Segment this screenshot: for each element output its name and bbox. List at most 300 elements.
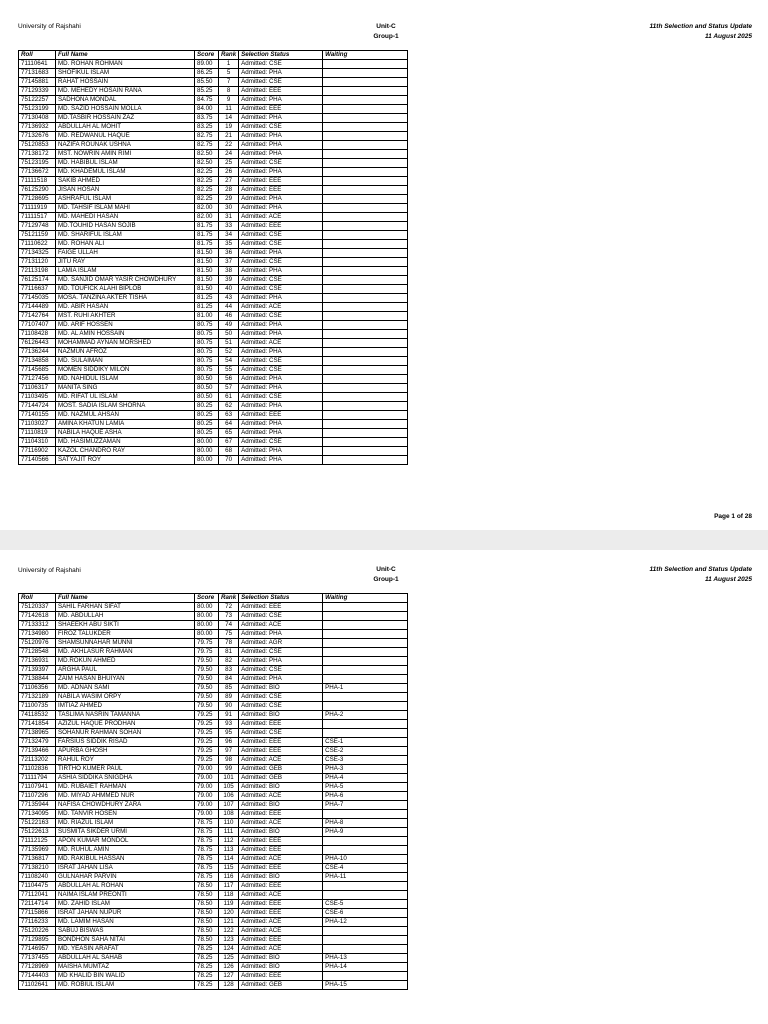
column-header-roll: Roll [19,51,56,60]
name-cell: TASLIMA NASRIN TAMANNA [56,711,195,720]
score-cell: 78.75 [195,873,219,882]
rank-cell: 46 [219,312,239,321]
waiting-cell [323,132,408,141]
table-row [19,684,408,693]
name-cell: RAHAT HOSSAIN [56,78,195,87]
rank-cell: 121 [219,918,239,927]
status-cell: Admitted: GEB [239,765,323,774]
table-row [19,429,408,438]
roll-cell: 72113198 [19,267,56,276]
table-row [19,132,408,141]
table-row [19,177,408,186]
table-row [19,810,408,819]
score-cell: 82.25 [195,168,219,177]
rank-cell: 73 [219,612,239,621]
score-cell: 79.50 [195,657,219,666]
status-cell: Admitted: PHA [239,402,323,411]
roll-cell: 71100735 [19,702,56,711]
score-cell: 79.00 [195,810,219,819]
rank-cell: 116 [219,873,239,882]
rank-cell: 97 [219,747,239,756]
name-cell: FAIGE ULLAH [56,249,195,258]
status-cell: Admitted: PHA [239,150,323,159]
rank-cell: 96 [219,738,239,747]
status-cell: Admitted: PHA [239,168,323,177]
waiting-cell [323,837,408,846]
document-page-2 [0,550,768,1024]
name-cell: NAFISA CHOWDHURY ZARA [56,801,195,810]
roll-cell: 75123199 [19,105,56,114]
waiting-cell [323,666,408,675]
name-cell: ISRAT JAHAN NUPUR [56,909,195,918]
waiting-cell [323,693,408,702]
status-cell: Admitted: BIO [239,801,323,810]
score-cell: 80.50 [195,375,219,384]
score-cell: 80.50 [195,384,219,393]
table-row [19,231,408,240]
status-cell: Admitted: PHA [239,267,323,276]
waiting-cell [323,231,408,240]
name-cell: ASHIA SIDDIKA SNIGDHA [56,774,195,783]
table-row [19,105,408,114]
column-header-waiting: Waiting [323,51,408,60]
waiting-cell: PHA-4 [323,774,408,783]
rank-cell: 82 [219,657,239,666]
rank-cell: 120 [219,909,239,918]
group-label: Group-1 [373,576,399,583]
rank-cell: 70 [219,456,239,465]
waiting-cell [323,276,408,285]
waiting-cell [323,648,408,657]
roll-cell: 72114714 [19,900,56,909]
table-row [19,240,408,249]
rank-cell: 21 [219,132,239,141]
rank-cell: 90 [219,702,239,711]
roll-cell: 77129339 [19,87,56,96]
name-cell: MANITA SING [56,384,195,393]
rank-cell: 7 [219,78,239,87]
waiting-cell [323,846,408,855]
roll-cell: 71111518 [19,177,56,186]
score-cell: 81.00 [195,312,219,321]
rank-cell: 9 [219,96,239,105]
name-cell: MD. SHARIFUL ISLAM [56,231,195,240]
status-cell: Admitted: ACE [239,303,323,312]
waiting-cell [323,393,408,402]
roll-cell: 71104310 [19,438,56,447]
table-row [19,954,408,963]
status-cell: Admitted: EEE [239,222,323,231]
rank-cell: 30 [219,204,239,213]
table-row [19,339,408,348]
score-cell: 81.50 [195,285,219,294]
name-cell: MD. HABIBUL ISLAM [56,159,195,168]
score-cell: 79.00 [195,792,219,801]
rank-cell: 38 [219,267,239,276]
status-cell: Admitted: CSE [239,702,323,711]
score-cell: 79.25 [195,738,219,747]
table-row [19,819,408,828]
table-row [19,321,408,330]
roll-cell: 77138965 [19,729,56,738]
roll-cell: 71108240 [19,873,56,882]
waiting-cell [323,675,408,684]
waiting-cell [323,96,408,105]
table-row [19,96,408,105]
waiting-cell [323,456,408,465]
roll-cell: 71103027 [19,420,56,429]
waiting-cell [323,630,408,639]
roll-cell: 77144403 [19,972,56,981]
status-cell: Admitted: EEE [239,882,323,891]
status-cell: Admitted: EEE [239,603,323,612]
waiting-cell [323,222,408,231]
score-cell: 78.25 [195,981,219,990]
score-cell: 79.50 [195,684,219,693]
rank-cell: 28 [219,186,239,195]
waiting-cell [323,87,408,96]
table-row [19,756,408,765]
rank-cell: 29 [219,195,239,204]
waiting-cell [323,384,408,393]
table-row [19,150,408,159]
score-cell: 78.50 [195,936,219,945]
table-row [19,981,408,990]
waiting-cell [323,285,408,294]
column-header-waiting: Waiting [323,594,408,603]
rank-cell: 99 [219,765,239,774]
waiting-cell [323,321,408,330]
roll-cell: 77128548 [19,648,56,657]
rank-cell: 81 [219,648,239,657]
roll-cell: 77132189 [19,693,56,702]
waiting-cell: PHA-2 [323,711,408,720]
waiting-cell [323,78,408,87]
waiting-cell [323,621,408,630]
status-cell: Admitted: EEE [239,900,323,909]
roll-cell: 77133312 [19,621,56,630]
table-row [19,657,408,666]
waiting-cell: PHA-1 [323,684,408,693]
waiting-cell: PHA-12 [323,918,408,927]
name-cell: MD. SANJID OMAR YASIR CHOWDHURY [56,276,195,285]
status-cell: Admitted: CSE [239,729,323,738]
name-cell: SHAEEKH ABU SIKTI [56,621,195,630]
rank-cell: 61 [219,393,239,402]
status-cell: Admitted: PHA [239,294,323,303]
roll-cell: 77116637 [19,285,56,294]
score-cell: 81.25 [195,303,219,312]
table-row [19,447,408,456]
table-row [19,603,408,612]
rank-cell: 72 [219,603,239,612]
waiting-cell [323,438,408,447]
roll-cell: 75120853 [19,141,56,150]
roll-cell: 71106356 [19,684,56,693]
rank-cell: 35 [219,240,239,249]
roll-cell: 77142618 [19,612,56,621]
roll-cell: 71110641 [19,60,56,69]
waiting-cell: PHA-14 [323,963,408,972]
waiting-cell: CSE-2 [323,747,408,756]
rank-cell: 108 [219,810,239,819]
score-cell: 82.00 [195,213,219,222]
name-cell: MD.TOUHID HASAN SOJIB [56,222,195,231]
score-cell: 80.75 [195,330,219,339]
name-cell: NAIMA ISLAM PREONTI [56,891,195,900]
rank-cell: 115 [219,864,239,873]
table-row [19,846,408,855]
score-cell: 79.00 [195,801,219,810]
table-row [19,114,408,123]
name-cell: ARGHA PAUL [56,666,195,675]
table-row [19,891,408,900]
name-cell: ABDULLAH AL ROHAN [56,882,195,891]
rank-cell: 52 [219,348,239,357]
score-cell: 79.25 [195,720,219,729]
rank-cell: 5 [219,69,239,78]
score-cell: 80.00 [195,456,219,465]
score-cell: 80.00 [195,612,219,621]
name-cell: MD. ABDULLAH [56,612,195,621]
status-cell: Admitted: ACE [239,855,323,864]
name-cell: MD. KHADEMUL ISLAM [56,168,195,177]
waiting-cell [323,729,408,738]
table-row [19,258,408,267]
waiting-cell [323,927,408,936]
waiting-cell [323,357,408,366]
name-cell: SUSMITA SIKDER URMI [56,828,195,837]
waiting-cell: PHA-3 [323,765,408,774]
status-cell: Admitted: ACE [239,339,323,348]
table-row [19,864,408,873]
status-cell: Admitted: ACE [239,213,323,222]
score-cell: 79.25 [195,756,219,765]
name-cell: SAHIL FARHAN SIFAT [56,603,195,612]
rank-cell: 34 [219,231,239,240]
rank-cell: 44 [219,303,239,312]
score-cell: 80.00 [195,621,219,630]
waiting-cell: PHA-11 [323,873,408,882]
score-cell: 79.50 [195,675,219,684]
score-cell: 78.25 [195,963,219,972]
roll-cell: 71103495 [19,393,56,402]
roll-cell: 76125174 [19,276,56,285]
table-row [19,141,408,150]
table-row [19,276,408,285]
roll-cell: 77135944 [19,801,56,810]
status-cell: Admitted: PHA [239,420,323,429]
status-cell: Admitted: CSE [239,612,323,621]
roll-cell: 77142764 [19,312,56,321]
score-cell: 80.75 [195,321,219,330]
score-cell: 79.50 [195,693,219,702]
status-cell: Admitted: BIO [239,954,323,963]
status-cell: Admitted: EEE [239,105,323,114]
rank-cell: 89 [219,693,239,702]
table-row [19,78,408,87]
page-separator [0,530,768,550]
roll-cell: 77128969 [19,963,56,972]
table-row [19,312,408,321]
status-cell: Admitted: CSE [239,258,323,267]
roll-cell: 71111794 [19,774,56,783]
rank-cell: 26 [219,168,239,177]
waiting-cell [323,168,408,177]
name-cell: RAHUL ROY [56,756,195,765]
waiting-cell [323,375,408,384]
score-cell: 78.75 [195,828,219,837]
roll-cell: 75120976 [19,639,56,648]
table-row [19,909,408,918]
score-cell: 82.25 [195,195,219,204]
roll-cell: 77144724 [19,402,56,411]
waiting-cell [323,312,408,321]
name-cell: FIROZ TALUKDER [56,630,195,639]
column-header-status: Selection Status [239,594,323,603]
table-row [19,402,408,411]
rank-cell: 68 [219,447,239,456]
name-cell: MD. LAMIM HASAN [56,918,195,927]
score-cell: 78.50 [195,909,219,918]
name-cell: IMTIAZ AHMED [56,702,195,711]
rank-cell: 106 [219,792,239,801]
name-cell: MOMEN SIDDIKY MILON [56,366,195,375]
table-row [19,855,408,864]
table-row [19,330,408,339]
update-date: 11 August 2025 [705,33,752,40]
waiting-cell [323,447,408,456]
rank-cell: 65 [219,429,239,438]
roll-cell: 77134325 [19,249,56,258]
roll-cell: 71107941 [19,783,56,792]
rank-cell: 31 [219,213,239,222]
table-row [19,801,408,810]
rank-cell: 54 [219,357,239,366]
name-cell: APON KUMAR MONDOL [56,837,195,846]
roll-cell: 77141854 [19,720,56,729]
roll-cell: 77137455 [19,954,56,963]
rank-cell: 105 [219,783,239,792]
rank-cell: 84 [219,675,239,684]
rank-cell: 8 [219,87,239,96]
roll-cell: 77138844 [19,675,56,684]
roll-cell: 75122613 [19,828,56,837]
score-cell: 79.00 [195,765,219,774]
rank-cell: 128 [219,981,239,990]
score-cell: 82.75 [195,141,219,150]
column-header-roll: Roll [19,594,56,603]
score-cell: 84.75 [195,96,219,105]
waiting-cell: CSE-1 [323,738,408,747]
rank-cell: 67 [219,438,239,447]
name-cell: MOHAMMAD AYNAN MORSHED [56,339,195,348]
status-cell: Admitted: CSE [239,666,323,675]
table-row [19,285,408,294]
waiting-cell [323,402,408,411]
status-cell: Admitted: PHA [239,141,323,150]
status-cell: Admitted: GEB [239,981,323,990]
rank-cell: 85 [219,684,239,693]
score-cell: 81.50 [195,267,219,276]
score-cell: 83.25 [195,123,219,132]
update-title: 11th Selection and Status Update [649,566,752,573]
name-cell: SOHANUR RAHMAN SOHAN [56,729,195,738]
rank-cell: 101 [219,774,239,783]
table-row [19,195,408,204]
roll-cell: 77132479 [19,738,56,747]
score-cell: 79.25 [195,747,219,756]
score-cell: 81.50 [195,276,219,285]
rank-cell: 27 [219,177,239,186]
selection-table [18,50,408,465]
table-row [19,87,408,96]
rank-cell: 125 [219,954,239,963]
waiting-cell [323,882,408,891]
status-cell: Admitted: ACE [239,945,323,954]
status-cell: Admitted: ACE [239,621,323,630]
table-row [19,900,408,909]
roll-cell: 77136244 [19,348,56,357]
status-cell: Admitted: PHA [239,630,323,639]
table-row [19,945,408,954]
table-row [19,630,408,639]
status-cell: Admitted: PHA [239,249,323,258]
status-cell: Admitted: CSE [239,438,323,447]
status-cell: Admitted: PHA [239,429,323,438]
table-row [19,303,408,312]
roll-cell: 77116902 [19,447,56,456]
roll-cell: 77136817 [19,855,56,864]
status-cell: Admitted: BIO [239,711,323,720]
score-cell: 80.00 [195,438,219,447]
waiting-cell: PHA-5 [323,783,408,792]
waiting-cell [323,945,408,954]
roll-cell: 77136932 [19,123,56,132]
column-header-score: Score [195,51,219,60]
roll-cell: 77134095 [19,810,56,819]
rank-cell: 117 [219,882,239,891]
name-cell: MD.TASBIR HOSSAIN ZAZ [56,114,195,123]
score-cell: 78.50 [195,918,219,927]
score-cell: 79.00 [195,783,219,792]
status-cell: Admitted: PHA [239,675,323,684]
rank-cell: 39 [219,276,239,285]
roll-cell: 76125290 [19,186,56,195]
score-cell: 82.00 [195,204,219,213]
name-cell: MD. TOUFICK ALAHI BIPLOB [56,285,195,294]
table-row [19,123,408,132]
name-cell: MD. RAKIBUL HASSAN [56,855,195,864]
name-cell: MD. ROHAN ALI [56,240,195,249]
waiting-cell: CSE-3 [323,756,408,765]
name-cell: MD. ROBIUL ISLAM [56,981,195,990]
status-cell: Admitted: CSE [239,60,323,69]
waiting-cell: PHA-7 [323,801,408,810]
roll-cell: 77138210 [19,864,56,873]
waiting-cell [323,141,408,150]
roll-cell: 77139466 [19,747,56,756]
roll-cell: 77128695 [19,195,56,204]
status-cell: Admitted: CSE [239,693,323,702]
status-cell: Admitted: EEE [239,738,323,747]
waiting-cell [323,657,408,666]
name-cell: SHOFIKUL ISLAM [56,69,195,78]
status-cell: Admitted: CSE [239,276,323,285]
status-cell: Admitted: ACE [239,927,323,936]
score-cell: 79.25 [195,729,219,738]
status-cell: Admitted: BIO [239,873,323,882]
